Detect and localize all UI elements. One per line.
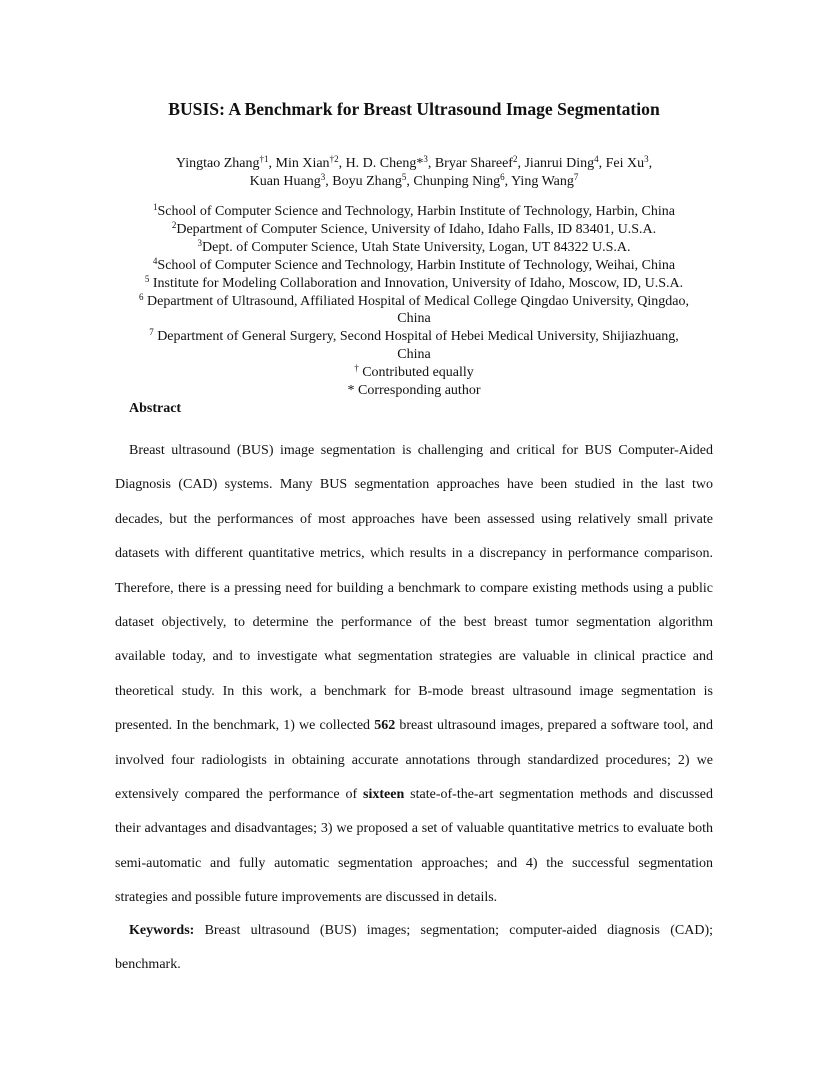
author-line-2	[0, 173, 828, 191]
author: Jianrui Ding$^4$,	[524, 154, 606, 171]
affiliation: China	[397, 347, 431, 363]
affiliation: China	[397, 311, 431, 327]
keywords-paragraph	[115, 914, 713, 983]
keywords-section	[115, 914, 713, 983]
footnote-corresponding-author: * Corresponding author	[347, 383, 481, 399]
author: Bryar Shareef$^2$,	[434, 154, 525, 171]
author: Kuan Huang$^3$,	[249, 172, 333, 189]
author-list	[0, 155, 828, 191]
affiliation: $^6$ Department of Ultrasound, Affiliated Hospital of Medical College Qingdao University, Qingdao,	[139, 291, 689, 309]
abstract-heading: Abstract	[129, 401, 182, 416]
keywords-label: Keywords:	[129, 923, 195, 938]
author-line-1	[0, 155, 828, 173]
abstract-body	[115, 434, 713, 916]
image-count: 562	[374, 718, 396, 734]
footnote-equal-contribution: † Contributed equally	[354, 363, 474, 381]
author: Chunping Ning$^6$,	[413, 172, 512, 189]
author: Yingtao Zhang$^{\dagger 1}$,	[175, 154, 276, 171]
affiliation: $^7$ Department of General Surgery, Second Hospital of Hebei Medical University, Shijiazhuang,	[149, 327, 679, 345]
author: H. D. Cheng*$^3$,	[345, 154, 435, 171]
author: Min Xian$^{\dagger 2}$,	[275, 154, 346, 171]
abstract-paragraph: Breast ultrasound (BUS) image segmentation is challenging and critical for BUS Computer-Aided Diagnosis (CAD) systems. Many BUS segmentation approaches have been studied in the last two decades, but the performances of most approaches have been assessed using relatively small private datasets with different quantitative metrics, which results in a discrepancy in performance comparison. Therefore, there is a pressing need for building a benchmark to compare existing methods using a public dataset objectively, to determine the performance of the best breast tumor segmentation algorithm available today, and to investigate what segmentation strategies are valuable in clinical practice and theoretical study. In this work, a benchmark for B-mode breast ultrasound image segmentation is presented. In the benchmark, 1) we collected 562 breast ultrasound images, prepared a software tool, and involved four radiologists in obtaining accurate annotations through standardized procedures; 2) we extensively compared the performance of sixteen state-of-the-art segmentation methods and discussed their advantages and disadvantages; 3) we proposed a set of valuable quantitative metrics to evaluate both semi-automatic and fully automatic segmentation approaches; and 4) the successful segmentation strategies and possible future improvements are discussed in details.	[115, 443, 713, 906]
author: Fei Xu$^3$,	[605, 154, 653, 171]
keywords-text: Breast ultrasound (BUS) images; segmentation; computer-aided diagnosis (CAD); benchmark.	[115, 923, 713, 973]
affiliation: $^5$ Institute for Modeling Collaboration and Innovation, University of Idaho, Moscow, ID, U.S.A.	[144, 273, 684, 291]
affiliation: $^4$School of Computer Science and Technology, Harbin Institute of Technology, Weihai, China	[152, 255, 676, 273]
author: Ying Wang$^7$	[511, 172, 579, 189]
affiliation-list	[0, 203, 828, 400]
paper-title: BUSIS: A Benchmark for Breast Ultrasound Image Segmentation	[168, 99, 660, 119]
affiliation: $^2$Department of Computer Science, University of Idaho, Idaho Falls, ID 83401, U.S.A.	[171, 219, 657, 237]
author: Boyu Zhang$^5$,	[332, 172, 414, 189]
method-count: sixteen	[363, 787, 405, 803]
affiliation: $^3$Dept. of Computer Science, Utah State University, Logan, UT 84322 U.S.A.	[197, 237, 631, 255]
affiliation: $^1$School of Computer Science and Technology, Harbin Institute of Technology, Harbin, China	[153, 202, 675, 219]
